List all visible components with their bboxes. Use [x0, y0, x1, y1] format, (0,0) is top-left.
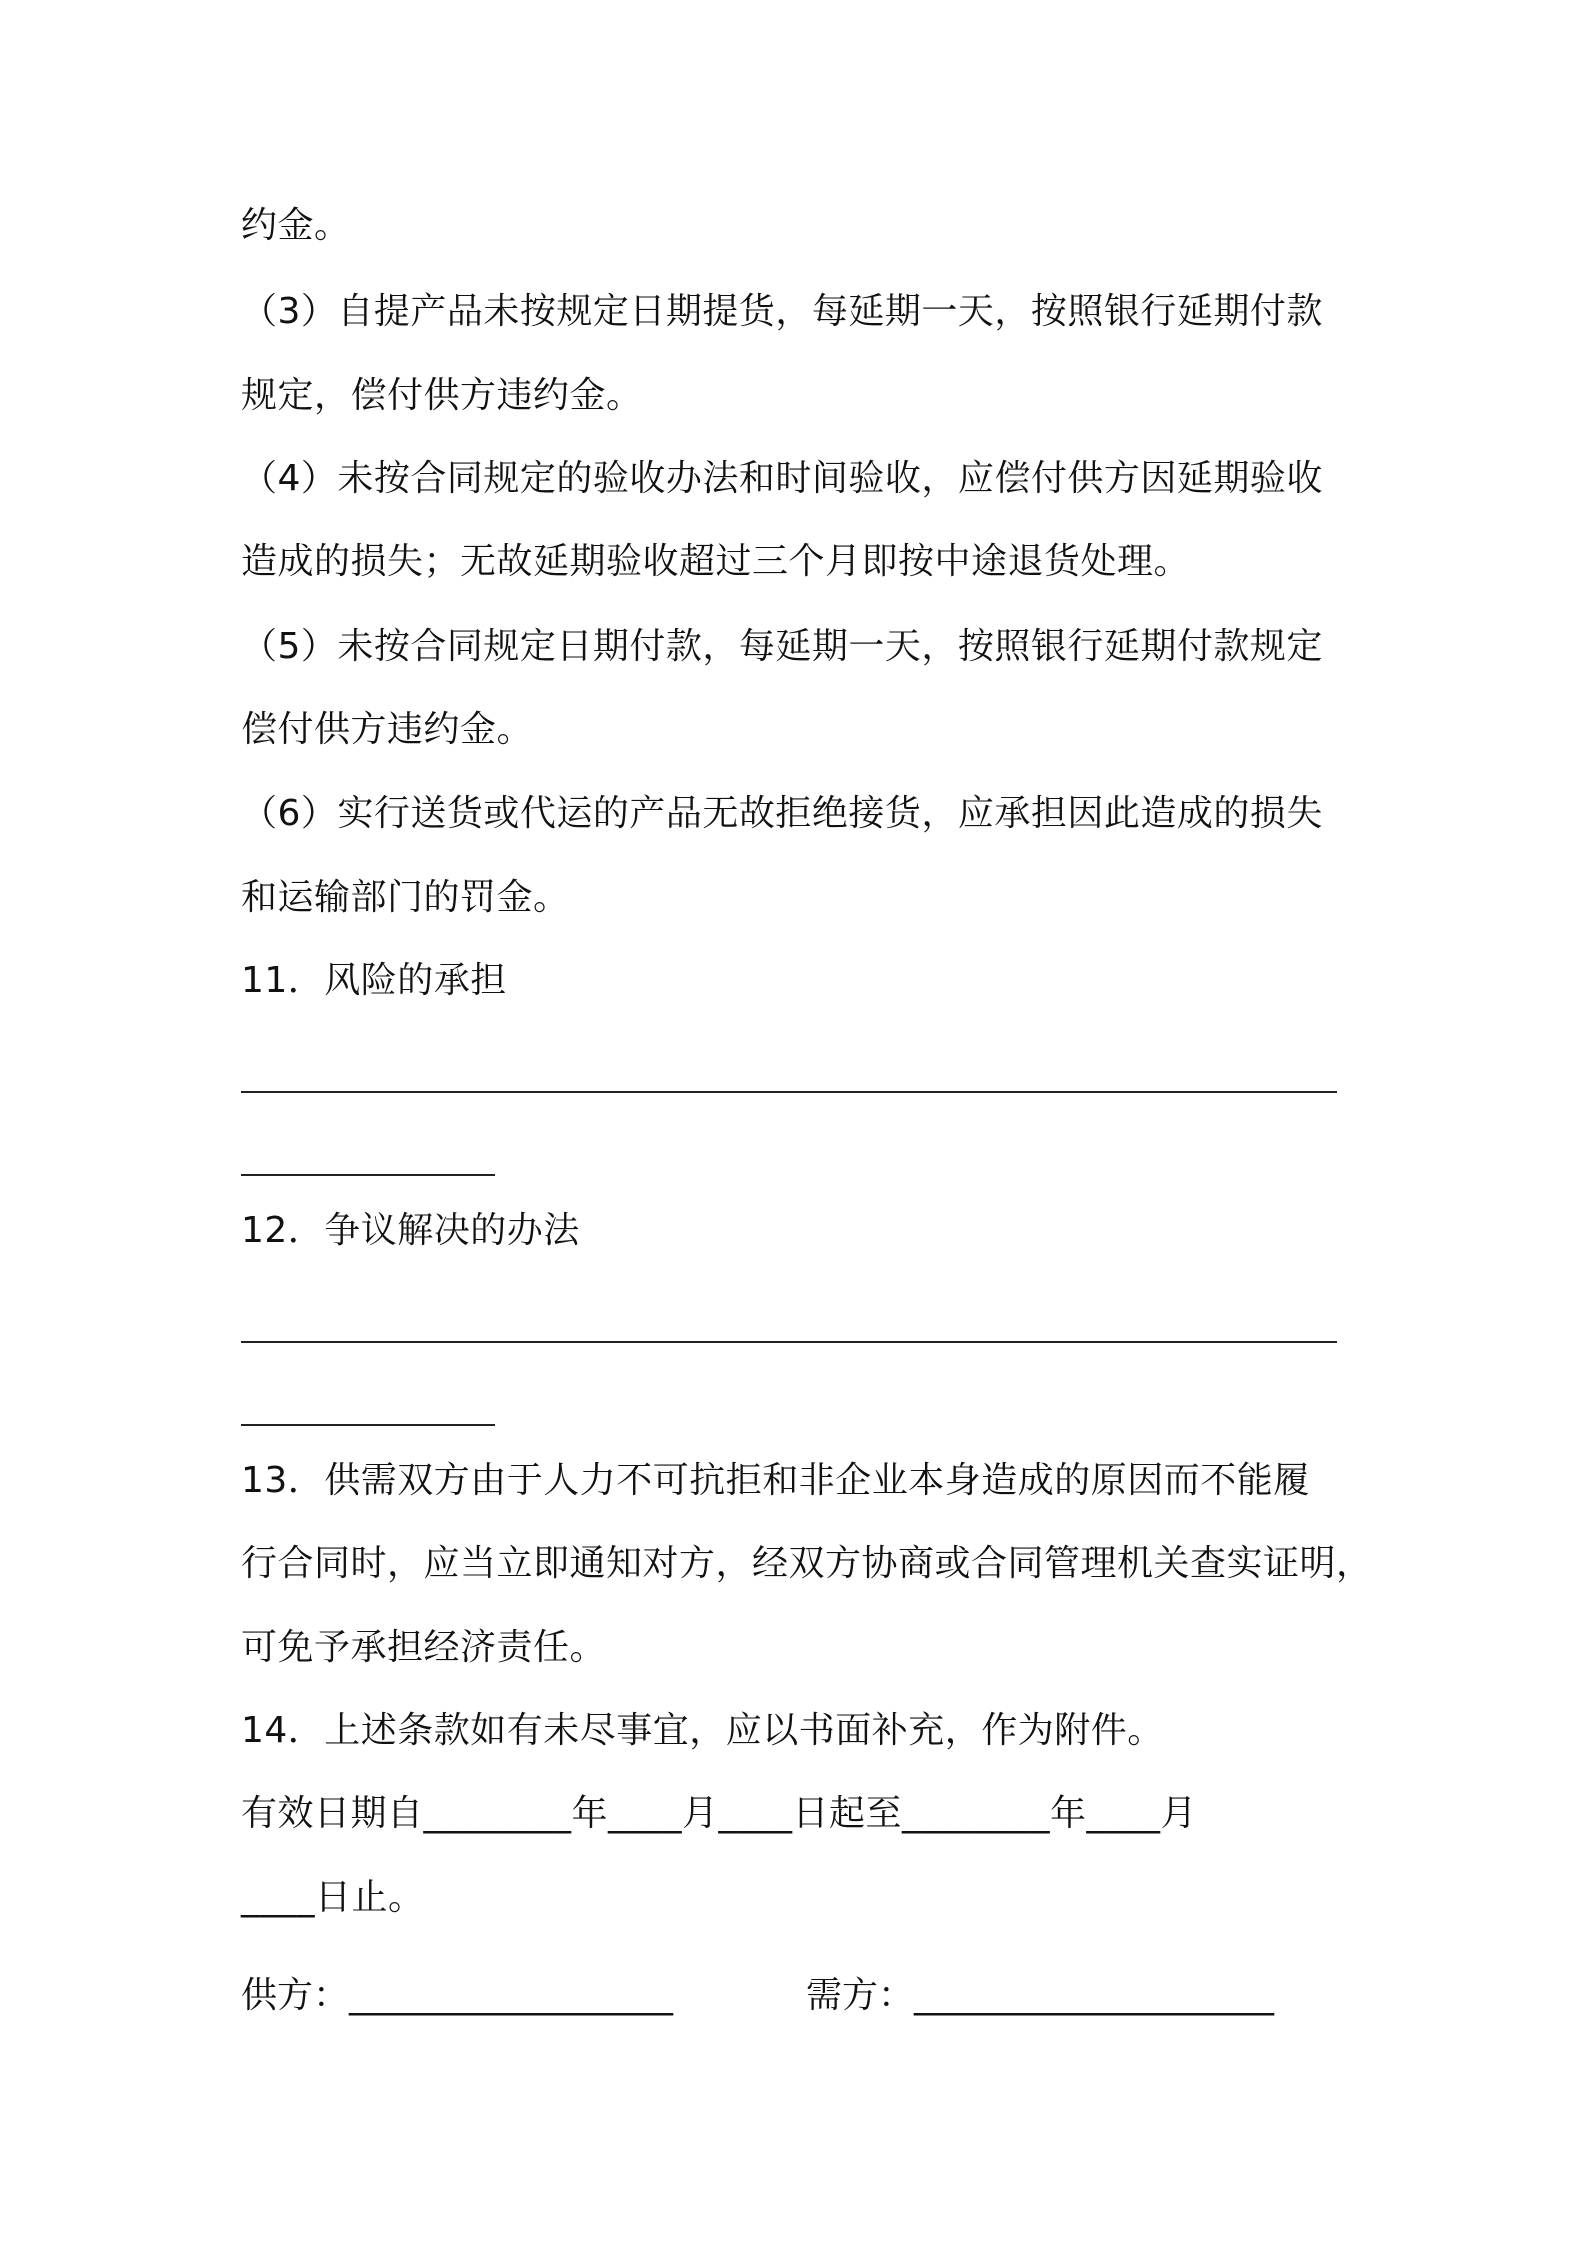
section-14-line: 14．上述条款如有未尽事宜，应以书面补充，作为附件。 [241, 1710, 1164, 1751]
section-11-blank-line-1[interactable] [241, 1091, 1337, 1093]
section-12-blank-line-1[interactable] [241, 1341, 1337, 1343]
validity-date-line-end[interactable]: ____日止。 [241, 1877, 425, 1918]
paragraph-line: （4）未按合同规定的验收办法和时间验收，应偿付供方因延期验收 [241, 458, 1323, 499]
section-13-line: 13．供需双方由于人力不可抗拒和非企业本身造成的原因而不能履 [241, 1460, 1310, 1501]
section-13-line: 行合同时，应当立即通知对方，经双方协商或合同管理机关查实证明， [241, 1543, 1373, 1584]
section-12-heading: 12．争议解决的办法 [241, 1210, 580, 1251]
paragraph-line: 造成的损失；无故延期验收超过三个月即按中途退货处理。 [241, 541, 1191, 582]
paragraph-line: 约金。 [241, 205, 351, 246]
section-12-blank-line-2[interactable] [241, 1424, 495, 1426]
section-11-blank-line-2[interactable] [241, 1174, 495, 1176]
paragraph-line: （6）实行送货或代运的产品无故拒绝接货，应承担因此造成的损失 [241, 793, 1323, 834]
buyer-signature-field[interactable]: 需方：____________________ [806, 1975, 1275, 2016]
paragraph-line: （3）自提产品未按规定日期提货，每延期一天，按照银行延期付款 [241, 291, 1323, 332]
paragraph-line: （5）未按合同规定日期付款，每延期一天，按照银行延期付款规定 [241, 626, 1323, 667]
paragraph-line: 规定，偿付供方违约金。 [241, 375, 643, 416]
paragraph-line: 偿付供方违约金。 [241, 709, 534, 750]
section-11-heading: 11．风险的承担 [241, 960, 507, 1001]
supplier-signature-field[interactable]: 供方：__________________ [241, 1975, 674, 2016]
validity-date-line[interactable]: 有效日期自________年____月____日起至________年____月 [241, 1793, 1198, 1834]
paragraph-line: 和运输部门的罚金。 [241, 877, 570, 918]
section-13-line: 可免予承担经济责任。 [241, 1627, 607, 1668]
